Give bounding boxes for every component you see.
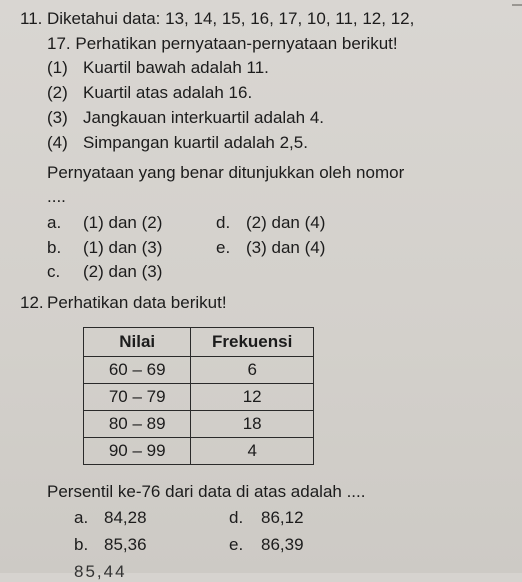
cell-nilai: 60 – 69 [84, 357, 191, 384]
page-edge-line [512, 4, 522, 6]
q12-option-d-text: 86,12 [261, 508, 304, 527]
q12-option-e-text: 86,39 [261, 535, 304, 554]
q12-option-e-letter: e. [229, 535, 244, 554]
q12-number: 12. [20, 293, 44, 312]
q11-option-a-text: (1) dan (2) [83, 213, 163, 232]
statement-3-text: Jangkauan interkuartil adalah 4. [83, 108, 324, 127]
q12-option-d-letter: d. [229, 508, 244, 527]
q12-question: Persentil ke-76 dari data di atas adalah .... [47, 482, 366, 501]
q11-prompt-line1: Pernyataan yang benar ditunjukkan oleh nomor [47, 163, 405, 182]
q11-number: 11. [20, 9, 43, 28]
cell-frekuensi: 18 [191, 411, 314, 438]
cell-nilai: 90 – 99 [84, 438, 191, 465]
statement-2-number: (2) [47, 83, 68, 102]
table-row [84, 411, 314, 438]
statement-1-text: Kuartil bawah adalah 11. [83, 58, 269, 77]
q12-option-a-letter: a. [74, 508, 89, 527]
q11-option-c-text: (2) dan (3) [83, 262, 163, 281]
q11-text-line1: Diketahui data: 13, 14, 15, 16, 17, 10, 11, 12, 12, [47, 9, 415, 28]
q11-option-b-text: (1) dan (3) [83, 238, 163, 257]
statement-1-number: (1) [47, 58, 68, 77]
q11-option-c-letter: c. [47, 262, 61, 281]
q11-option-d-letter: d. [216, 213, 231, 232]
q12-option-a-text: 84,28 [104, 508, 147, 527]
cell-frekuensi: 6 [191, 357, 314, 384]
header-nilai: Nilai [84, 328, 191, 357]
table-row [84, 384, 314, 411]
q11-prompt-line2: .... [47, 187, 66, 206]
q12-option-b-letter: b. [74, 535, 89, 554]
frequency-table [83, 327, 314, 465]
q12-text: Perhatikan data berikut! [47, 293, 227, 312]
cell-nilai: 70 – 79 [84, 384, 191, 411]
table-header-row [84, 328, 314, 357]
q11-option-a-letter: a. [47, 213, 62, 232]
statement-4-number: (4) [47, 133, 68, 152]
cell-frekuensi: 12 [191, 384, 314, 411]
q11-option-e-letter: e. [216, 238, 231, 257]
q11-option-d-text: (2) dan (4) [246, 213, 326, 232]
q11-text-line2: 17. Perhatikan pernyataan-pernyataan berikut! [47, 34, 398, 53]
q11-option-e-text: (3) dan (4) [246, 238, 326, 257]
cell-frekuensi: 4 [191, 438, 314, 465]
cell-nilai: 80 – 89 [84, 411, 191, 438]
statement-4-text: Simpangan kuartil adalah 2,5. [83, 133, 308, 152]
statement-2-text: Kuartil atas adalah 16. [83, 83, 253, 102]
table-row [84, 438, 314, 465]
table-row [84, 357, 314, 384]
q12-option-c-cutoff-text: 85,44 [74, 562, 127, 581]
q11-option-b-letter: b. [47, 238, 62, 257]
header-frekuensi: Frekuensi [191, 328, 314, 357]
q12-option-b-text: 85,36 [104, 535, 147, 554]
statement-3-number: (3) [47, 108, 68, 127]
